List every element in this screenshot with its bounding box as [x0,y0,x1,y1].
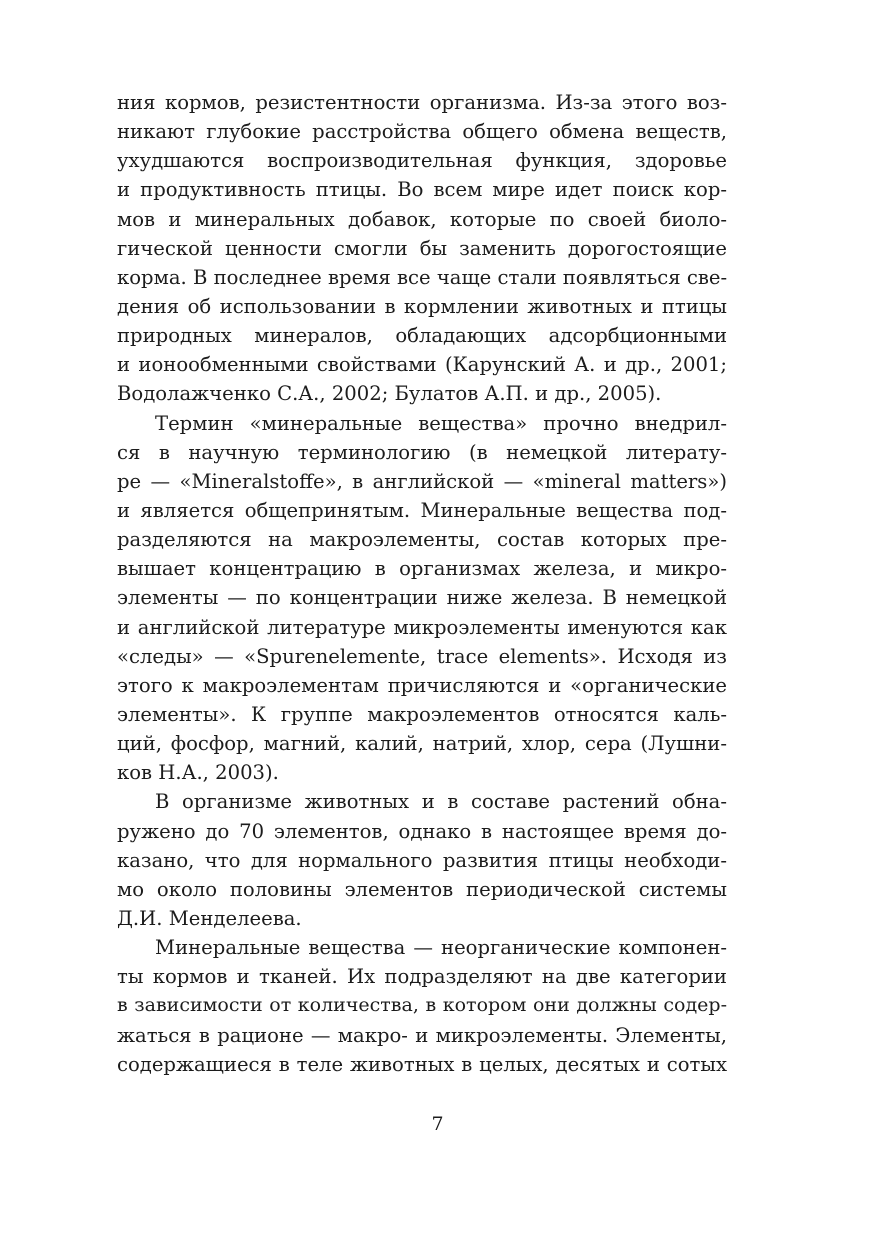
paragraph [117,933,727,1079]
text-line: этого к макроэлементам причисляются и «органические [117,673,727,697]
text-line: корма. В последнее время все чаще стали появляться све- [117,265,728,289]
text-line: Термин «минеральные вещества» прочно внедрил- [155,411,727,435]
text-line: ты кормов и тканей. Их подразделяют на две категории [117,965,727,989]
text-line: мо около половины элементов периодической системы [117,877,727,901]
text-line: ухудшаются воспроизводительная функция, здоровье [117,149,727,173]
text-line: и ионообменными свойствами (Карунский А. и др., 2001; [117,353,727,377]
text-line: гической ценности смогли бы заменить дорогостоящие [117,236,727,260]
text-line: элементы». К группе макроэлементов относятся каль- [117,702,727,726]
text-line: казано, что для нормального развития птицы необходи- [117,848,727,872]
text-line: мов и минеральных добавок, которые по своей биоло- [117,207,727,231]
text-line: ся в научную терминологию (в немецкой литерату- [117,440,727,464]
paragraph [117,787,727,933]
text-line: «следы» — «Spurenelemente, trace elements». Исходя из [117,644,727,668]
text-line: жаться в рационе — макро- и микроэлементы. Элементы, [117,1023,727,1047]
text-line: никают глубокие расстройства общего обмена веществ, [117,120,727,144]
text-line: вышает концентрацию в организмах железа, и микро- [117,557,727,581]
text-line: в зависимости от количества, в котором они должны содер- [117,994,727,1017]
text-line: и является общепринятым. Минеральные вещества под- [117,498,727,522]
text-line: ков Н.А., 2003). [117,761,279,785]
text-line: ций, фосфор, магний, калий, натрий, хлор, сера (Лушни- [117,732,727,756]
text-line: элементы — по концентрации ниже железа. В немецкой [117,586,727,610]
paragraph [117,88,727,409]
page-number: 7 [431,1113,444,1135]
text-line: разделяются на макроэлементы, состав которых пре- [117,528,727,552]
text-line: содержащиеся в теле животных в целых, десятых и сотых [117,1052,727,1076]
paragraph [117,409,727,788]
text-line: природных минералов, обладающих адсорбционными [117,324,727,348]
page-body [117,88,727,1079]
text-line: ре — «Mineralstoffe», в английской — «mineral matters») [117,469,727,493]
text-line: В организме животных и в составе растений обна- [155,790,727,814]
text-line: дения об использовании в кормлении животных и птицы [117,294,727,318]
text-line: и продуктивность птицы. Во всем мире идет поиск кор- [117,178,727,202]
text-line: Д.И. Менделеева. [117,906,302,930]
text-line: ружено до 70 элементов, однако в настоящее время до- [117,819,727,843]
text-line: ния кормов, резистентности организма. Из-за этого воз- [117,91,727,114]
text-line: и английской литературе микроэлементы именуются как [117,615,727,639]
text-line: Водолажченко С.А., 2002; Булатов А.П. и др., 2005). [117,382,662,406]
text-line: Минеральные вещества — неорганические компонен- [155,936,727,960]
